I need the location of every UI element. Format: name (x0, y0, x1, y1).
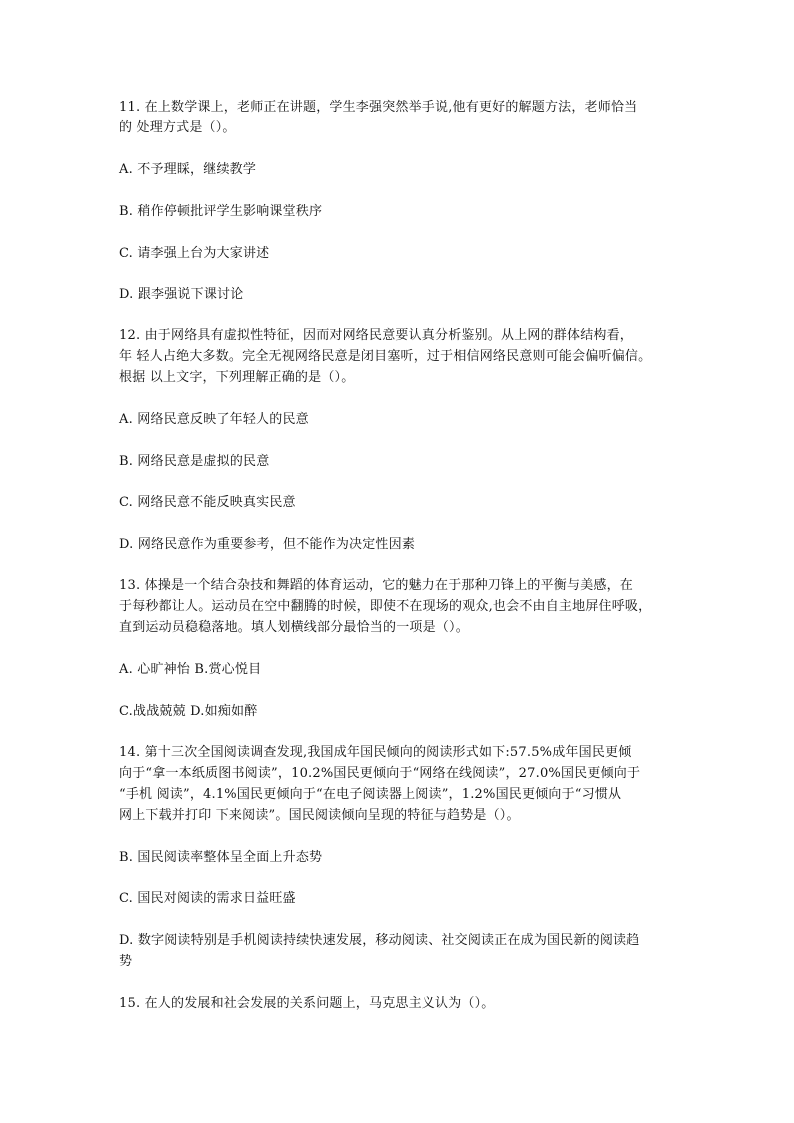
q12-stem-line-2: 年 轻人占绝大多数。完全无视网络民意是闭目塞听，过于相信网络民意则可能会偏听偏信。 (119, 349, 652, 364)
q14-stem-line-2: 向于“拿一本纸质图书阅读”，10.2%国民更倾向于“网络在线阅读”，27.0%国民更倾向于 (119, 766, 641, 781)
q13-stem-line-3: 直到运动员稳稳落地。填人划横线部分最恰当的一项是（）。 (119, 620, 469, 635)
q12-option-b: B. 网络民意是虚拟的民意 (119, 454, 270, 469)
q14-stem-line-1: 14. 第十三次全国阅读调查发现,我国成年国民倾向的阅读形式如下:57.5%成年国民更倾 (119, 745, 632, 760)
q14-stem-line-4: 网上下载并打印 下来阅读”。国民阅读倾向呈现的特征与趋势是（）。 (119, 808, 520, 823)
q14-option-c: C. 国民对阅读的需求日益旺盛 (119, 891, 296, 906)
q14-option-d-line-2: 势 (119, 954, 133, 969)
q12-option-d: D. 网络民意作为重要参考，但不能作为决定性因素 (119, 537, 416, 552)
q12-option-a: A. 网络民意反映了年轻人的民意 (119, 412, 309, 427)
q12-stem-line-1: 12. 由于网络具有虚拟性特征，因而对网络民意要认真分析鉴别。从上网的群体结构看， (119, 328, 634, 343)
q14-stem-line-3: “手机 阅读”，4.1%国民更倾向于“在电子阅读器上阅读”，1.2%国民更倾向于“习惯从 (119, 787, 622, 802)
q11-stem-line-2: 的 处理方式是（）。 (119, 120, 236, 135)
q11-option-c: C. 请李强上台为大家讲述 (119, 246, 270, 261)
q13-option-ab: A. 心旷神怡 B.赏心悦目 (119, 662, 262, 677)
q11-option-d: D. 跟李强说下课讨论 (119, 287, 244, 302)
q11-option-a: A. 不予理睬，继续教学 (119, 162, 257, 177)
q13-option-cd: C.战战兢兢 D.如痴如醉 (119, 704, 258, 719)
q12-stem-line-3: 根据 以上文字，下列理解正确的是（）。 (119, 370, 355, 385)
q13-stem-line-1: 13. 体操是一个结合杂技和舞蹈的体育运动，它的魅力在于那种刀锋上的平衡与美感，在 (119, 578, 634, 593)
q13-stem-line-2: 于每秒都让人。运动员在空中翻腾的时候，即使不在现场的观众,也会不由自主地屏住呼吸， (119, 599, 652, 614)
q12-option-c: C. 网络民意不能反映真实民意 (119, 495, 296, 510)
q15-stem-line-1: 15. 在人的发展和社会发展的关系问题上，马克思主义认为（）。 (119, 996, 495, 1011)
q11-stem-line-1: 11. 在上数学课上，老师正在讲题，学生李强突然举手说,他有更好的解题方法，老师恰当 (119, 100, 638, 115)
q14-option-d-line-1: D. 数字阅读特别是手机阅读持续快速发展，移动阅读、社交阅读正在成为国民新的阅读趋 (119, 933, 640, 948)
q11-option-b: B. 稍作停顿批评学生影响课堂秩序 (119, 204, 323, 219)
q14-option-b: B. 国民阅读率整体呈全面上升态势 (119, 850, 323, 865)
